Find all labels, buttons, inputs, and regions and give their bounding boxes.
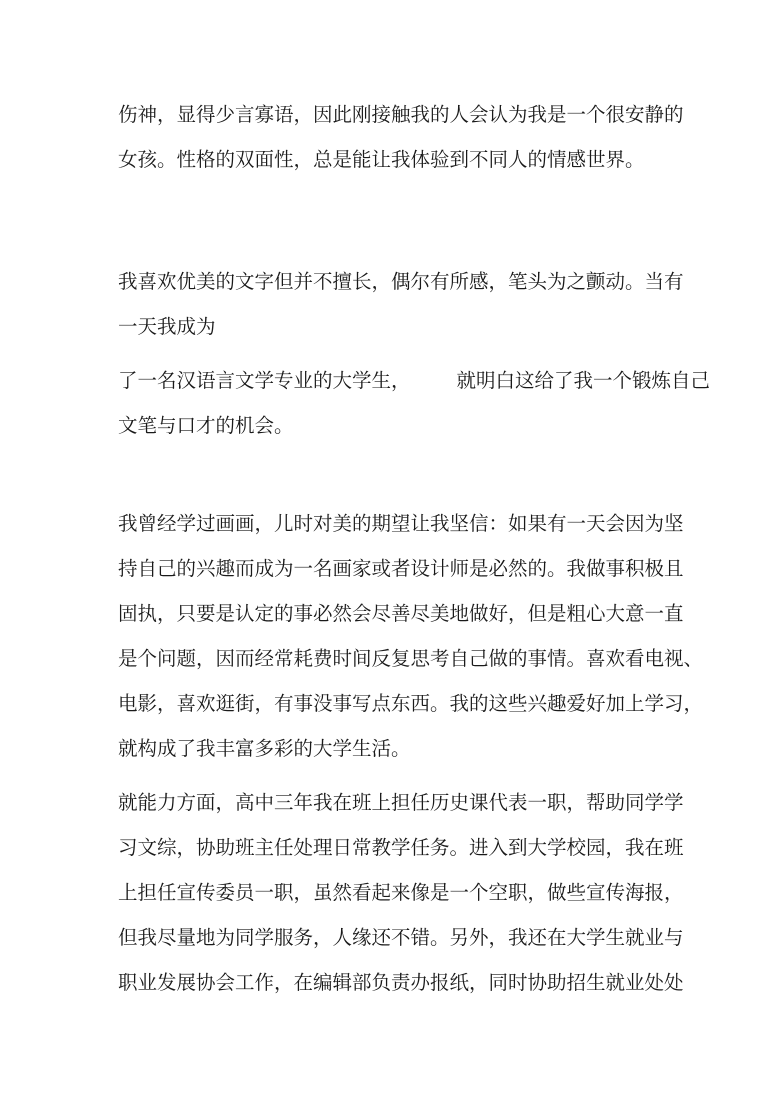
paragraph-2 bbox=[118, 259, 684, 349]
paragraph-line: 就能力方面，高中三年我在班上担任历史课代表一职，帮助同学学 bbox=[118, 791, 684, 814]
paragraph-3 bbox=[118, 358, 711, 448]
paragraph-line: 文笔与口才的机会。 bbox=[118, 414, 294, 437]
paragraph-line: 就构成了我丰富多彩的大学生活。 bbox=[118, 737, 411, 760]
paragraph-line: 习文综，协助班主任处理日常教学任务。进入到大学校园，我在班 bbox=[118, 836, 684, 859]
paragraph-line: 是个问题，因而经常耗费时间反复思考自己做的事情。喜欢看电视、 bbox=[118, 647, 704, 670]
paragraph-line: 职业发展协会工作，在编辑部负责办报纸，同时协助招生就业处处 bbox=[118, 971, 684, 994]
paragraph-4 bbox=[118, 501, 704, 771]
paragraph-line: 固执，只要是认定的事必然会尽善尽美地做好，但是粗心大意一直 bbox=[118, 602, 684, 625]
paragraph-5 bbox=[118, 780, 684, 1005]
line-segment: 就明白这给了我一个锻炼自己 bbox=[456, 369, 711, 392]
line-segment: 了一名汉语言文学专业的大学生， bbox=[118, 369, 411, 392]
paragraph-line: 伤神，显得少言寡语，因此刚接触我的人会认为我是一个很安静的 bbox=[118, 103, 684, 126]
paragraph-line: 一天我成为 bbox=[118, 315, 216, 338]
paragraph-line: 我曾经学过画画，儿时对美的期望让我坚信：如果有一天会因为坚 bbox=[118, 512, 684, 535]
paragraph-line: 上担任宣传委员一职，虽然看起来像是一个空职，做些宣传海报， bbox=[118, 881, 684, 904]
paragraph-line: 女孩。性格的双面性，总是能让我体验到不同人的情感世界。 bbox=[118, 148, 645, 171]
paragraph-line bbox=[118, 358, 711, 403]
paragraph-line: 但我尽量地为同学服务，人缘还不错。另外，我还在大学生就业与 bbox=[118, 926, 684, 949]
paragraph-line: 持自己的兴趣而成为一名画家或者设计师是必然的。我做事积极且 bbox=[118, 557, 684, 580]
paragraph-1 bbox=[118, 92, 684, 182]
paragraph-line: 我喜欢优美的文字但并不擅长，偶尔有所感，笔头为之颤动。当有 bbox=[118, 270, 684, 293]
paragraph-line: 电影，喜欢逛街，有事没事写点东西。我的这些兴趣爱好加上学习， bbox=[118, 692, 704, 715]
